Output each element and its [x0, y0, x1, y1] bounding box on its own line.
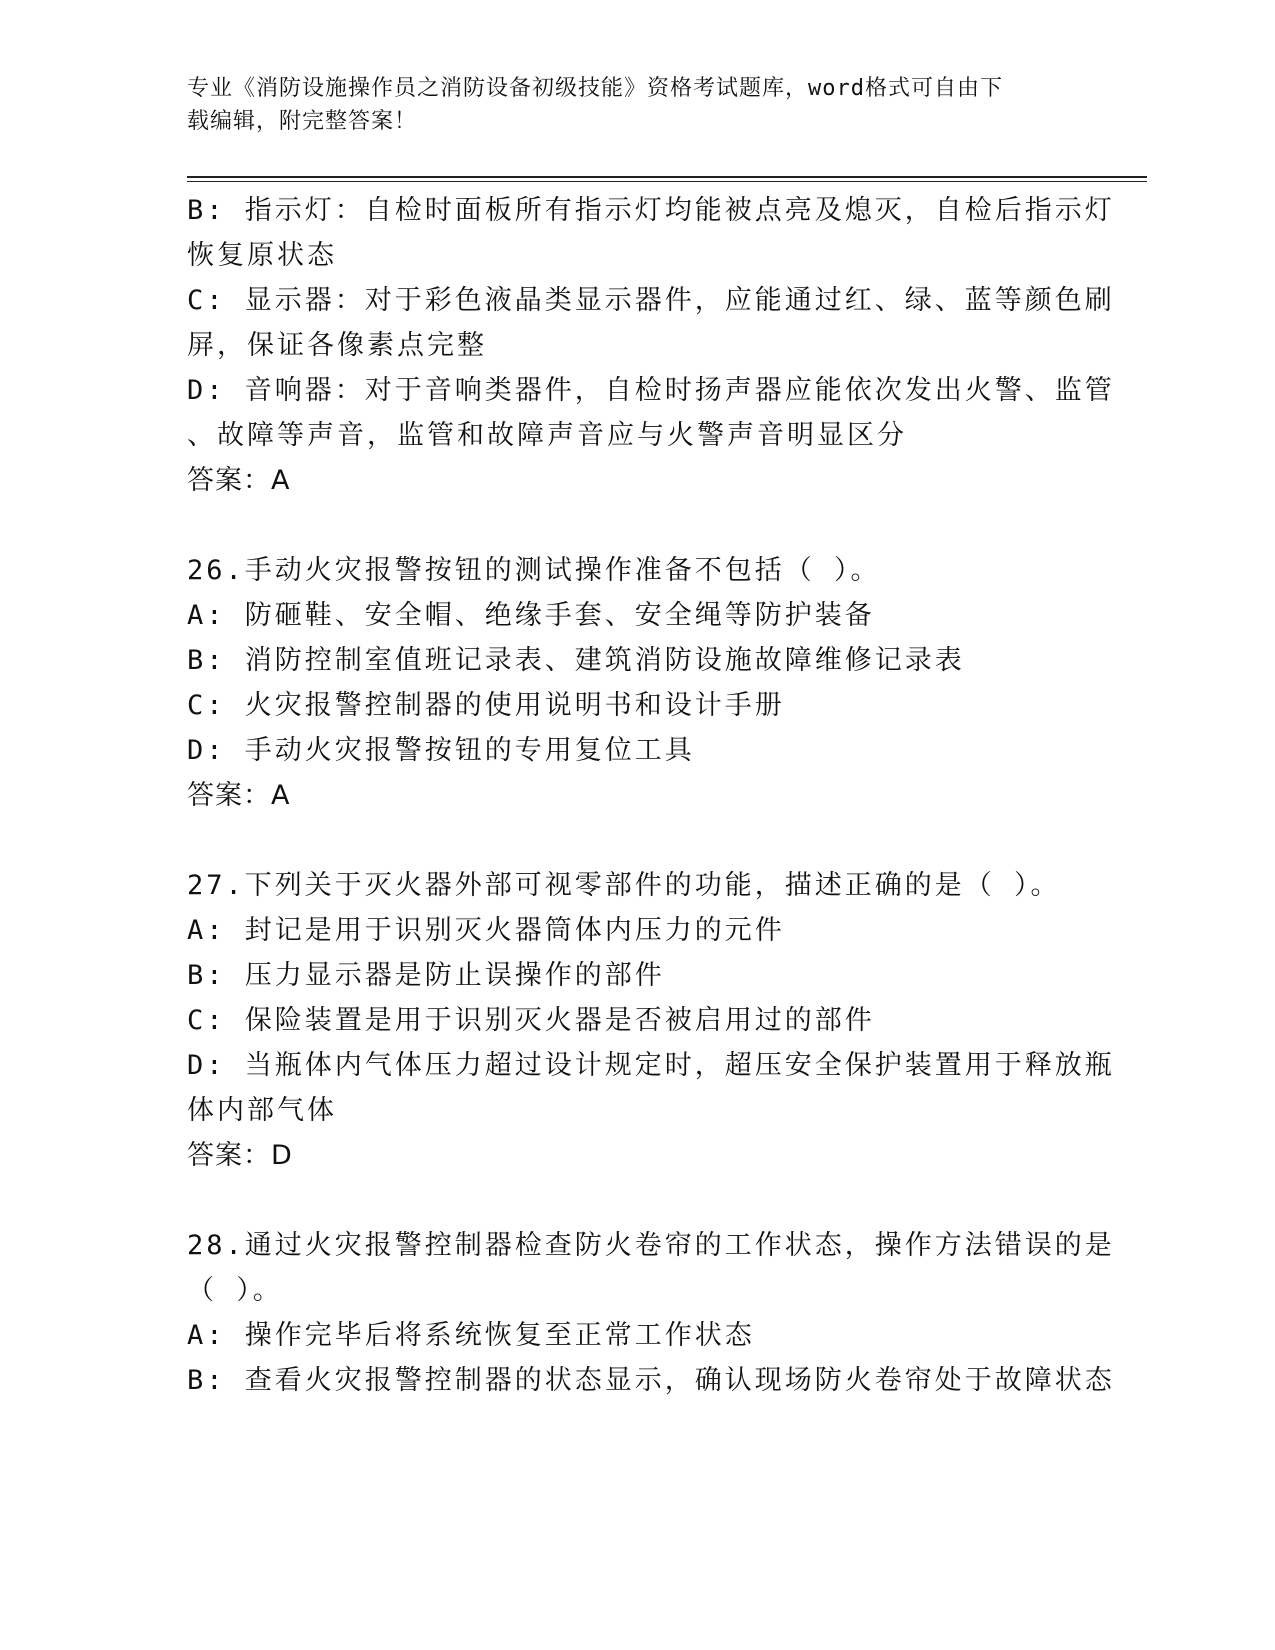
question-28 [187, 1223, 1115, 1403]
question-stem-line-2: （ ）。 [187, 1275, 283, 1306]
option-c-line-2: 屏，保证各像素点完整 [187, 330, 487, 361]
option-b-line-1: B: 指示灯：自检时面板所有指示灯均能被点亮及熄灭，自检后指示灯 [187, 195, 1115, 226]
answer: 答案：A [187, 465, 291, 496]
answer: 答案：D [187, 1140, 293, 1171]
option-b-line-2: 恢复原状态 [187, 240, 337, 271]
option-c-line-1: C: 显示器：对于彩色液晶类显示器件，应能通过红、绿、蓝等颜色刷 [187, 285, 1115, 316]
option-a: A: 防砸鞋、安全帽、绝缘手套、安全绳等防护装备 [187, 600, 875, 631]
header-divider-thin [187, 181, 1147, 182]
question-25-tail [187, 188, 1115, 503]
option-a: A: 封记是用于识别灭火器筒体内压力的元件 [187, 915, 785, 946]
option-d: D: 手动火灾报警按钮的专用复位工具 [187, 735, 695, 766]
option-b: B: 查看火灾报警控制器的状态显示，确认现场防火卷帘处于故障状态 [187, 1365, 1115, 1396]
option-b: B: 压力显示器是防止误操作的部件 [187, 960, 665, 991]
question-stem: 26.手动火灾报警按钮的测试操作准备不包括（ ）。 [187, 555, 881, 586]
option-d-line-1: D: 当瓶体内气体压力超过设计规定时，超压安全保护装置用于释放瓶 [187, 1050, 1115, 1081]
spacer [187, 503, 1067, 548]
header-line-1: 专业《消防设施操作员之消防设备初级技能》资格考试题库，word格式可自由下 [187, 76, 1003, 101]
option-d-line-2: 、故障等声音，监管和故障声音应与火警声音明显区分 [187, 420, 907, 451]
spacer [187, 1178, 1067, 1223]
question-list [187, 188, 1115, 1403]
header-divider-thick [187, 176, 1147, 178]
option-c: C: 保险装置是用于识别灭火器是否被启用过的部件 [187, 1005, 875, 1036]
option-a: A: 操作完毕后将系统恢复至正常工作状态 [187, 1320, 755, 1351]
header-line-2: 载编辑，附完整答案！ [187, 109, 418, 134]
spacer [187, 818, 1067, 863]
option-d-line-2: 体内部气体 [187, 1095, 337, 1126]
answer: 答案：A [187, 780, 291, 811]
page-header [187, 72, 1067, 138]
question-27 [187, 863, 1115, 1178]
option-d-line-1: D: 音响器：对于音响类器件，自检时扬声器应能依次发出火警、监管 [187, 375, 1115, 406]
question-26 [187, 548, 1067, 818]
question-stem-line-1: 28.通过火灾报警控制器检查防火卷帘的工作状态，操作方法错误的是 [187, 1230, 1115, 1261]
option-c: C: 火灾报警控制器的使用说明书和设计手册 [187, 690, 785, 721]
option-b: B: 消防控制室值班记录表、建筑消防设施故障维修记录表 [187, 645, 965, 676]
question-stem: 27.下列关于灭火器外部可视零部件的功能，描述正确的是（ ）。 [187, 870, 1061, 901]
